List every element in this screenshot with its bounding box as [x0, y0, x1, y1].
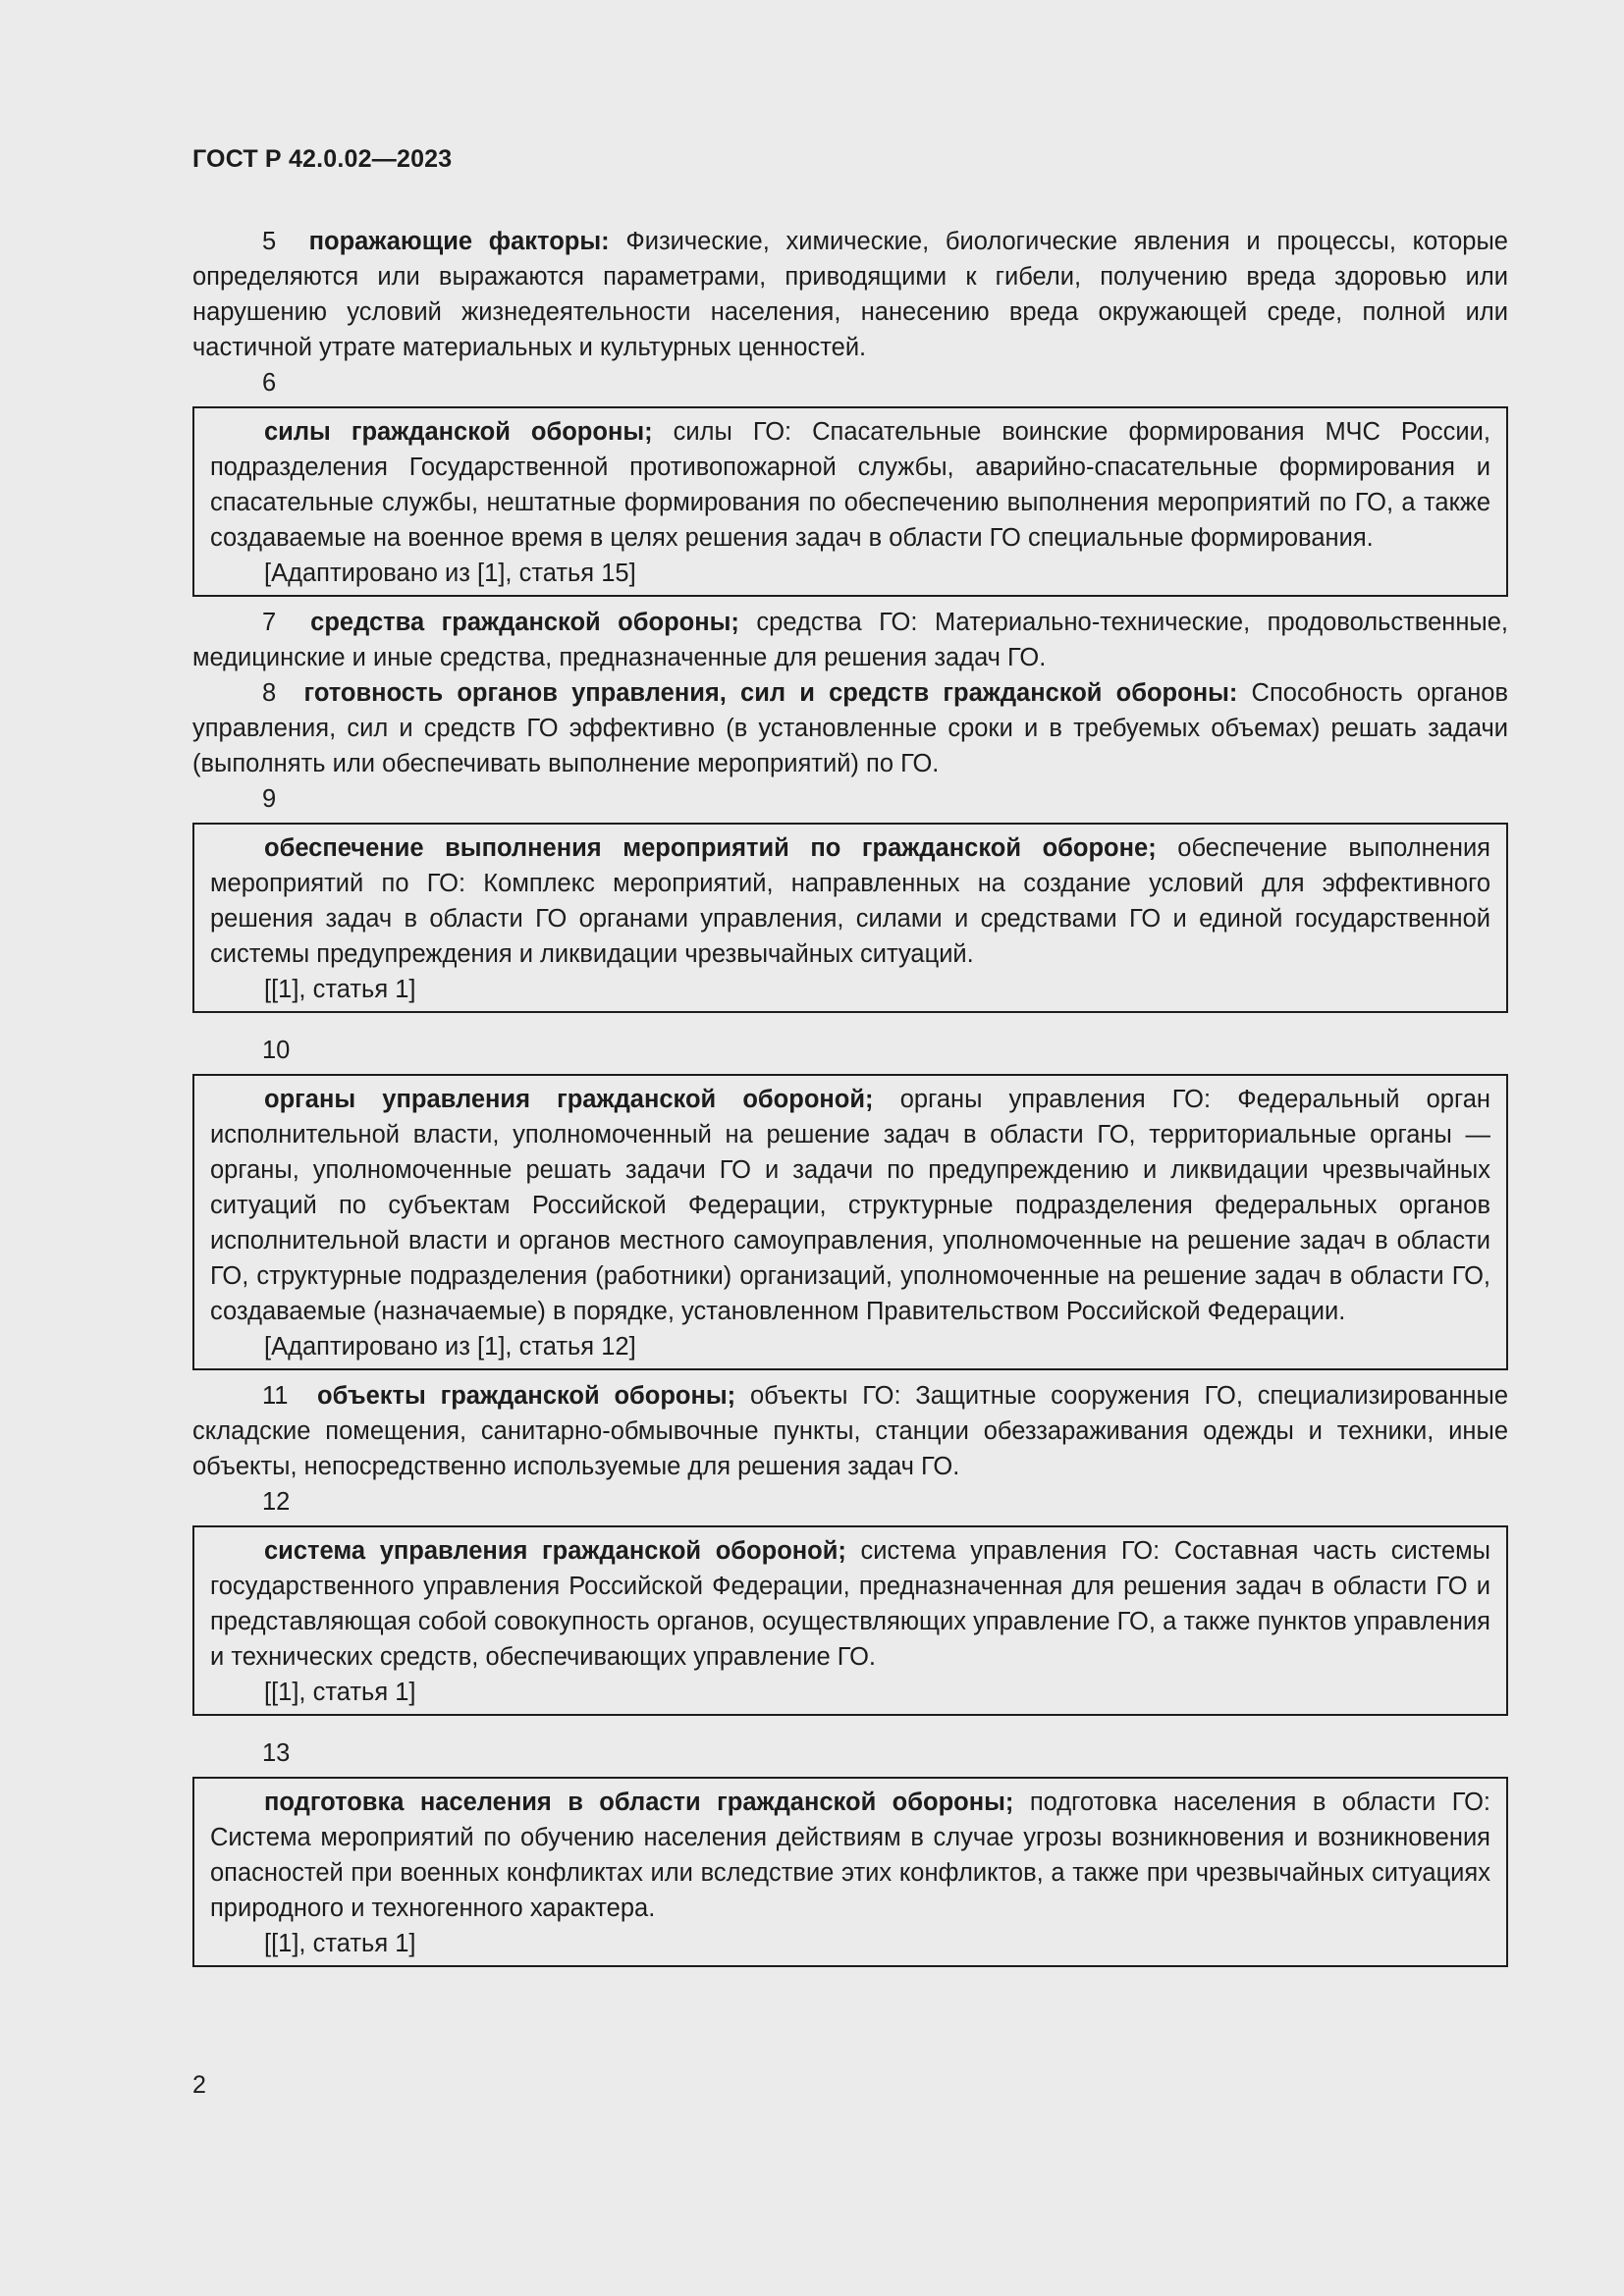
term-entry-11 [192, 1378, 1508, 1484]
entry-number: 7 [262, 609, 277, 636]
term-title: подготовка населения в области гражданской обороны; [264, 1789, 1014, 1816]
term-entry-13-box [192, 1777, 1508, 1967]
term-source: [Адаптировано из [1], статья 12] [264, 1333, 636, 1361]
document-header: ГОСТ Р 42.0.02—2023 [192, 145, 453, 173]
term-entry-10 [210, 1082, 1490, 1329]
term-title: средства гражданской обороны; [310, 609, 739, 636]
term-source: [[1], статья 1] [264, 1679, 416, 1706]
entry-number: 6 [262, 369, 277, 397]
term-title: органы управления гражданской обороной; [264, 1086, 874, 1113]
term-entry-9-box [192, 823, 1508, 1013]
term-definition: подготовка населения в области ГО: Система мероприятий по обучению населения действиям в случае угрозы возникновения и возникновения опасностей при военных конфликтах или вследствие этих конфликтов, а также при чрезвычайных ситуациях природного и техногенного характера. [210, 1789, 1490, 1922]
entry-number: 9 [262, 785, 277, 813]
entry-number: 11 [262, 1382, 289, 1410]
term-definition: обеспечение выполнения мероприятий по ГО: Комплекс мероприятий, направленных на создание условий для эффективного решения задач в области ГО органами управления, силами и средствами ГО и единой государственной системы предупреждения и ликвидации чрезвычайных ситуаций. [210, 834, 1490, 968]
page-number: 2 [192, 2071, 206, 2099]
term-entry-7 [192, 605, 1508, 675]
term-entry-6 [210, 414, 1490, 556]
term-title: объекты гражданской обороны; [317, 1382, 736, 1410]
term-definition: система управления ГО: Составная часть системы государственного управления Российской Федерации, предназначенная для решения задач в области ГО и представляющая собой совокупность органов, осуществляющих управление ГО, а также пунктов управления и технических средств, обеспечивающих управление ГО. [210, 1537, 1490, 1671]
term-title: силы гражданской обороны; [264, 418, 653, 446]
term-title: готовность органов управления, сил и средств гражданской обороны: [303, 679, 1238, 707]
term-source: [[1], статья 1] [264, 1930, 416, 1957]
term-definition: органы управления ГО: Федеральный орган исполнительной власти, уполномоченный на решение задач в области ГО, территориальные органы — органы, уполномоченные решать задачи ГО и задачи по предупреждению и ликвидации чрезвычайных ситуаций по субъектам Российской Федерации, структурные подразделения федеральных органов исполнительной власти и органов местного самоуправления, уполномоченные на решение задач в области ГО, структурные подразделения (работники) организаций, уполномоченные на решение задач в области ГО, создаваемые (назначаемые) в порядке, установленном Правительством Российской Федерации. [210, 1086, 1490, 1325]
term-title: обеспечение выполнения мероприятий по гражданской обороне; [264, 834, 1157, 862]
term-entry-12 [210, 1533, 1490, 1675]
term-definition: силы ГО: Спасательные воинские формирования МЧС России, подразделения Государственной противопожарной службы, аварийно-спасательные формирования и спасательные службы, нештатные формирования по обеспечению выполнения мероприятий по ГО, а также создаваемые на военное время в целях решения задач в области ГО специальные формирования. [210, 418, 1490, 552]
term-entry-6-box [192, 406, 1508, 597]
entry-number: 8 [262, 679, 277, 707]
term-entry-13 [210, 1785, 1490, 1926]
term-definition: Способность органов управления, сил и средств ГО эффективно (в установленные сроки и в требуемых объемах) решать задачи (выполнять или обеспечивать выполнение мероприятий) по ГО. [192, 679, 1509, 777]
term-entry-5 [192, 224, 1508, 365]
term-entry-8 [192, 675, 1508, 781]
term-title: поражающие факторы: [308, 228, 610, 255]
term-definition: средства ГО: Материально-технические, продовольственные, медицинские и иные средства, предназначенные для решения задач ГО. [192, 609, 1509, 671]
entry-number: 12 [262, 1488, 291, 1516]
term-entry-12-box [192, 1525, 1508, 1716]
term-definition: объекты ГО: Защитные сооружения ГО, специализированные складские помещения, санитарно-обмывочные пункты, станции обеззараживания одежды и техники, иные объекты, непосредственно используемые для решения задач ГО. [192, 1382, 1509, 1480]
term-title: система управления гражданской обороной; [264, 1537, 846, 1565]
entry-number: 5 [262, 228, 277, 255]
term-definition: Физические, химические, биологические явления и процессы, которые определяются или выражаются параметрами, приводящими к гибели, получению вреда здоровью или нарушению условий жизнедеятельности населения, нанесению вреда окружающей среде, полной или частичной утрате материальных и культурных ценностей. [192, 228, 1508, 361]
term-entry-10-box [192, 1074, 1508, 1370]
term-entry-9 [210, 830, 1490, 972]
term-source: [Адаптировано из [1], статья 15] [264, 560, 636, 587]
entry-number: 10 [262, 1037, 291, 1064]
entry-number: 13 [262, 1739, 291, 1767]
term-source: [[1], статья 1] [264, 976, 416, 1003]
document-body [192, 224, 1508, 1975]
